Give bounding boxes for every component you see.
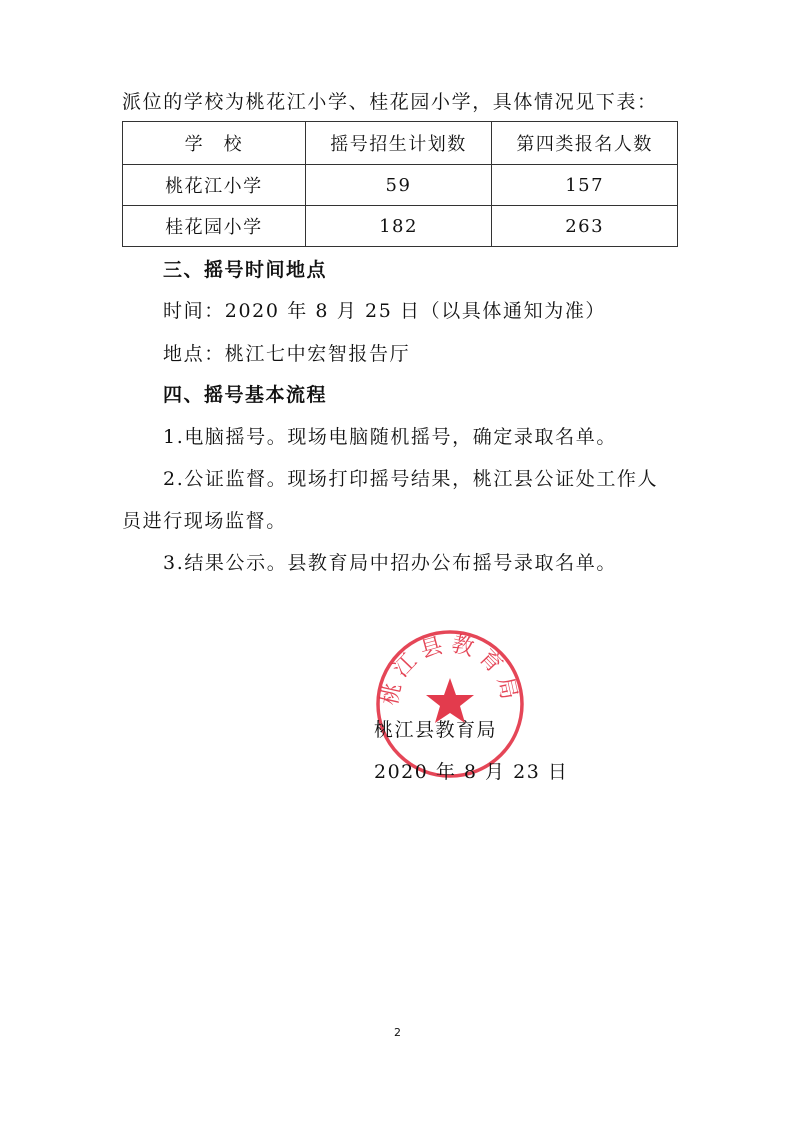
step-3: 3.结果公示。县教育局中招办公布摇号录取名单。 xyxy=(163,552,617,574)
lottery-time: 时间：2020 年 8 月 25 日（以具体通知为准） xyxy=(163,300,607,322)
table-header-row xyxy=(123,122,678,165)
page-number: 2 xyxy=(394,1026,401,1039)
header-plan-count: 摇号招生计划数 xyxy=(305,122,492,165)
step-2-line-1: 2.公证监督。现场打印摇号结果，桃江县公证处工作人 xyxy=(163,468,659,490)
admission-table xyxy=(122,121,678,247)
table-cell-applicants: 157 xyxy=(492,165,678,206)
table-cell-plan: 182 xyxy=(305,206,492,247)
signature-org: 桃江县教育局 xyxy=(374,719,498,741)
table-row xyxy=(123,165,678,206)
table-cell-school: 桂花园小学 xyxy=(123,206,306,247)
lottery-place: 地点：桃江七中宏智报告厅 xyxy=(163,343,411,365)
section-4-heading: 四、摇号基本流程 xyxy=(163,384,328,406)
table-cell-school: 桃花江小学 xyxy=(123,165,306,206)
signature-date: 2020 年 8 月 23 日 xyxy=(374,761,569,783)
step-1: 1.电脑摇号。现场电脑随机摇号，确定录取名单。 xyxy=(163,426,617,448)
table-cell-applicants: 263 xyxy=(492,206,678,247)
header-school: 学 校 xyxy=(123,122,306,165)
intro-paragraph: 派位的学校为桃花江小学、桂花园小学，具体情况见下表： xyxy=(122,91,658,113)
table-cell-plan: 59 xyxy=(305,165,492,206)
table-row xyxy=(123,206,678,247)
step-2-line-2: 员进行现场监督。 xyxy=(122,510,287,532)
section-3-heading: 三、摇号时间地点 xyxy=(163,259,328,281)
header-applicant-count: 第四类报名人数 xyxy=(492,122,678,165)
seal-text: 桃江县教育局 xyxy=(377,631,523,708)
